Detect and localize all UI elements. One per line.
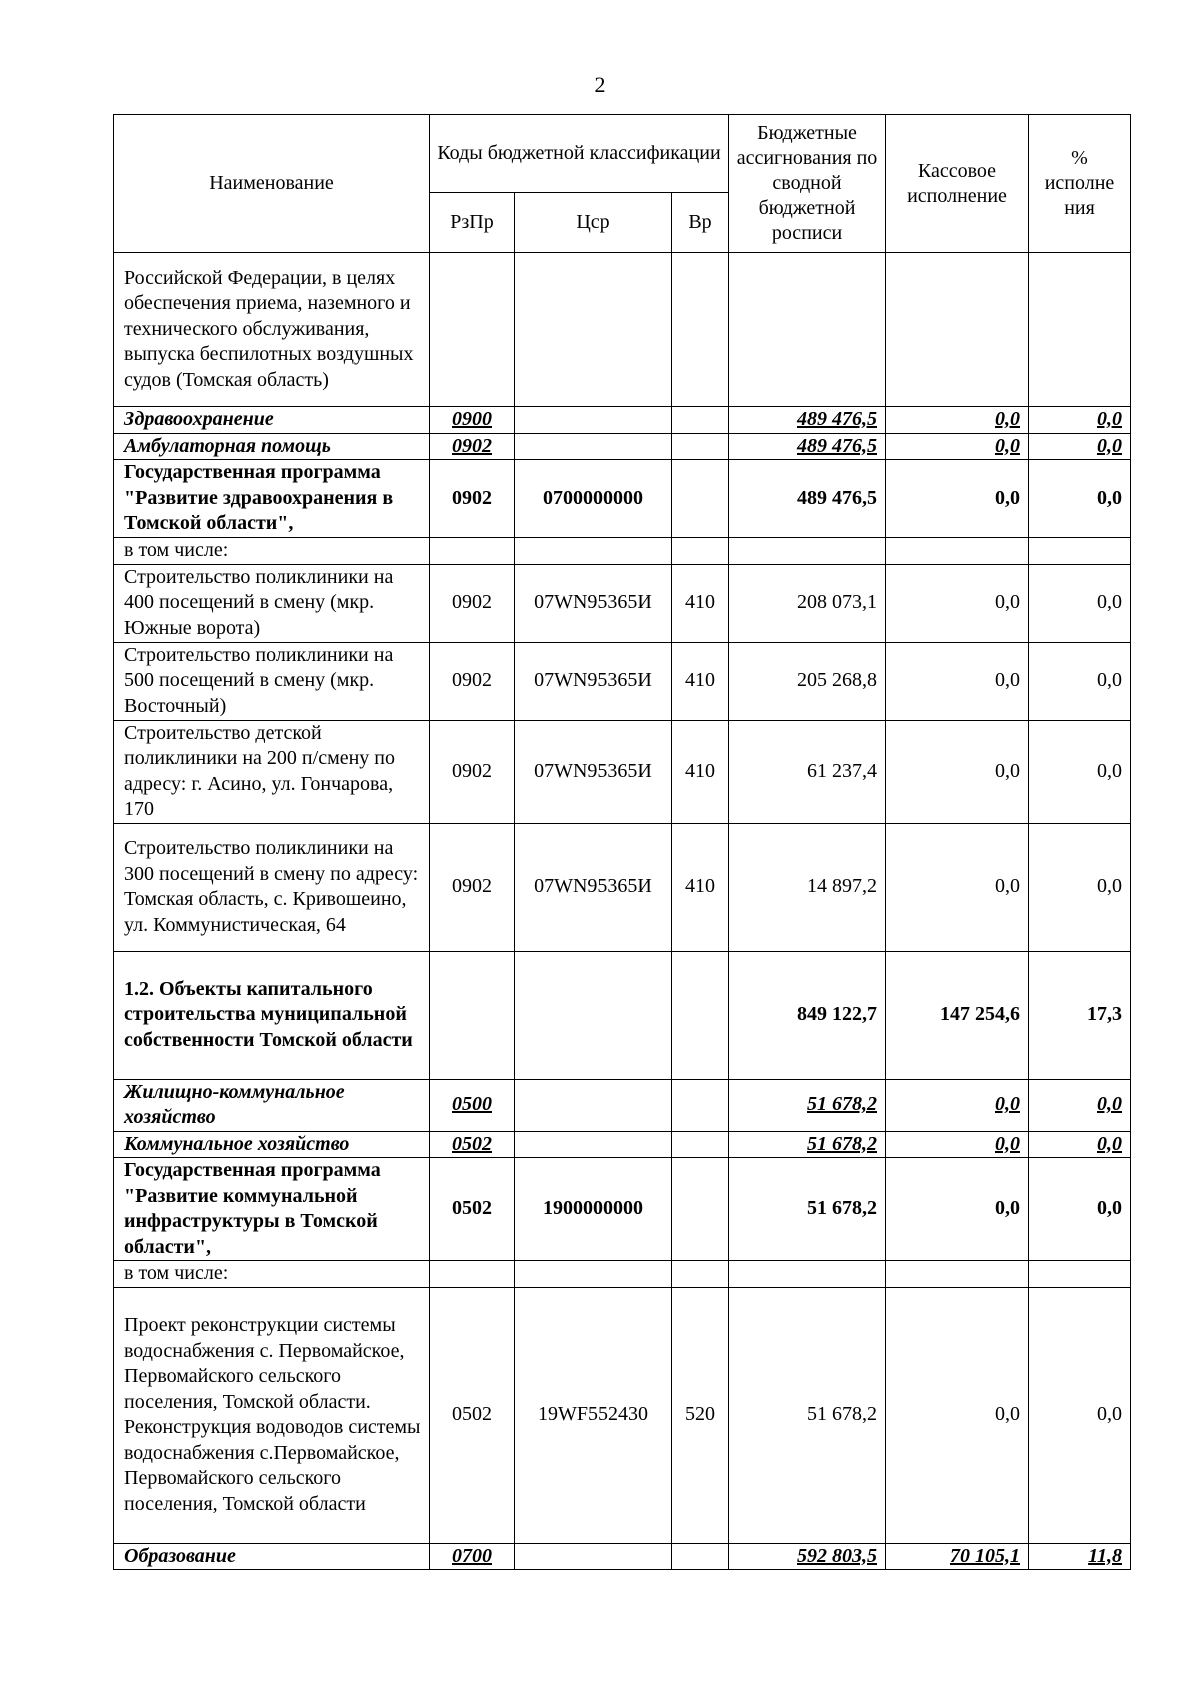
cell-name: Здравоохранение — [114, 407, 430, 434]
cell-name: Государственная программа "Развитие коммунальной инфраструктуры в Томской области", — [114, 1158, 430, 1261]
cell-rzpr: 0900 — [430, 407, 515, 434]
table-row — [114, 642, 1131, 720]
table-row — [114, 1543, 1131, 1570]
cell-csr: 19WF552430 — [515, 1287, 672, 1543]
cell-pct: 11,8 — [1029, 1543, 1131, 1570]
cell-rzpr — [430, 253, 515, 407]
cell-pct: 0,0 — [1029, 1079, 1131, 1131]
cell-cash: 0,0 — [886, 1158, 1029, 1261]
cell-budget: 849 122,7 — [729, 951, 886, 1079]
cell-vr — [672, 1158, 729, 1261]
cell-budget: 51 678,2 — [729, 1079, 886, 1131]
cell-budget: 14 897,2 — [729, 823, 886, 951]
cell-rzpr — [430, 1261, 515, 1288]
cell-pct: 17,3 — [1029, 951, 1131, 1079]
header-budget: Бюджетные ассигнования по сводной бюджетной росписи — [729, 115, 886, 253]
cell-name: Проект реконструкции системы водоснабжения с. Первомайское, Первомайского сельского поселения, Томской области. Реконструкция водоводов системы водоснабжения с.Первомайское, Первомайского сельского поселения, Томской области — [114, 1287, 430, 1543]
cell-csr: 07WN95365И — [515, 564, 672, 642]
cell-name: Образование — [114, 1543, 430, 1570]
cell-rzpr: 0902 — [430, 642, 515, 720]
header-pct: % исполне ния — [1029, 115, 1131, 253]
cell-vr — [672, 253, 729, 407]
header-name: Наименование — [114, 115, 430, 253]
cell-budget: 489 476,5 — [729, 460, 886, 538]
header-rzpr: РзПр — [430, 193, 515, 253]
cell-pct: 0,0 — [1029, 433, 1131, 460]
cell-budget: 208 073,1 — [729, 564, 886, 642]
cell-vr: 410 — [672, 564, 729, 642]
cell-pct: 0,0 — [1029, 1287, 1131, 1543]
cell-pct — [1029, 1261, 1131, 1288]
cell-csr — [515, 1543, 672, 1570]
cell-vr — [672, 1079, 729, 1131]
cell-name: Коммунальное хозяйство — [114, 1131, 430, 1158]
cell-budget — [729, 1261, 886, 1288]
cell-vr — [672, 951, 729, 1079]
cell-name: Строительство поликлиники на 400 посещений в смену (мкр. Южные ворота) — [114, 564, 430, 642]
cell-cash: 0,0 — [886, 407, 1029, 434]
cell-csr — [515, 538, 672, 565]
cell-vr — [672, 1131, 729, 1158]
cell-budget — [729, 253, 886, 407]
cell-name: Амбулаторная помощь — [114, 433, 430, 460]
cell-csr — [515, 1131, 672, 1158]
cell-pct: 0,0 — [1029, 564, 1131, 642]
cell-rzpr: 0502 — [430, 1287, 515, 1543]
cell-rzpr: 0902 — [430, 460, 515, 538]
cell-pct: 0,0 — [1029, 1158, 1131, 1261]
cell-pct: 0,0 — [1029, 720, 1131, 823]
cell-csr — [515, 253, 672, 407]
cell-csr: 07WN95365И — [515, 642, 672, 720]
cell-cash: 0,0 — [886, 1287, 1029, 1543]
cell-cash: 0,0 — [886, 1079, 1029, 1131]
header-vr: Вр — [672, 193, 729, 253]
cell-budget: 592 803,5 — [729, 1543, 886, 1570]
cell-vr: 520 — [672, 1287, 729, 1543]
cell-vr — [672, 460, 729, 538]
header-cash: Кассовое исполнение — [886, 115, 1029, 253]
table-row — [114, 253, 1131, 407]
cell-csr — [515, 433, 672, 460]
cell-pct — [1029, 253, 1131, 407]
cell-budget: 205 268,8 — [729, 642, 886, 720]
cell-csr — [515, 1079, 672, 1131]
cell-cash: 0,0 — [886, 642, 1029, 720]
cell-budget: 61 237,4 — [729, 720, 886, 823]
cell-budget: 489 476,5 — [729, 407, 886, 434]
cell-csr — [515, 951, 672, 1079]
table-row — [114, 460, 1131, 538]
cell-rzpr: 0902 — [430, 720, 515, 823]
cell-cash: 70 105,1 — [886, 1543, 1029, 1570]
cell-csr: 07WN95365И — [515, 823, 672, 951]
header-codes: Коды бюджетной классификации — [430, 115, 729, 193]
table-row — [114, 720, 1131, 823]
cell-name: в том числе: — [114, 1261, 430, 1288]
header-csr: Цср — [515, 193, 672, 253]
cell-cash: 0,0 — [886, 720, 1029, 823]
cell-rzpr: 0500 — [430, 1079, 515, 1131]
table-row — [114, 1131, 1131, 1158]
cell-rzpr — [430, 951, 515, 1079]
cell-cash: 0,0 — [886, 823, 1029, 951]
cell-csr — [515, 1261, 672, 1288]
cell-vr — [672, 1261, 729, 1288]
cell-pct: 0,0 — [1029, 460, 1131, 538]
table-row — [114, 564, 1131, 642]
cell-vr: 410 — [672, 642, 729, 720]
cell-csr: 07WN95365И — [515, 720, 672, 823]
cell-cash: 0,0 — [886, 564, 1029, 642]
cell-name: Строительство поликлиники на 500 посещений в смену (мкр. Восточный) — [114, 642, 430, 720]
budget-table — [113, 114, 1131, 1570]
table-row — [114, 407, 1131, 434]
table-row — [114, 1261, 1131, 1288]
cell-vr — [672, 433, 729, 460]
cell-vr: 410 — [672, 823, 729, 951]
cell-name: Государственная программа "Развитие здравоохранения в Томской области", — [114, 460, 430, 538]
table-row — [114, 538, 1131, 565]
table-row — [114, 823, 1131, 951]
cell-rzpr: 0902 — [430, 823, 515, 951]
cell-name: Строительство детской поликлиники на 200 п/смену по адресу: г. Асино, ул. Гончарова, 170 — [114, 720, 430, 823]
cell-budget: 51 678,2 — [729, 1158, 886, 1261]
cell-cash: 0,0 — [886, 1131, 1029, 1158]
table-row — [114, 433, 1131, 460]
cell-name: Российской Федерации, в целях обеспечения приема, наземного и технического обслуживания, выпуска беспилотных воздушных судов (Томская область) — [114, 253, 430, 407]
cell-vr — [672, 538, 729, 565]
table-row — [114, 951, 1131, 1079]
cell-csr — [515, 407, 672, 434]
cell-cash: 0,0 — [886, 433, 1029, 460]
cell-name: Жилищно-коммунальное хозяйство — [114, 1079, 430, 1131]
table-row — [114, 1287, 1131, 1543]
cell-rzpr: 0502 — [430, 1131, 515, 1158]
cell-cash: 147 254,6 — [886, 951, 1029, 1079]
cell-vr: 410 — [672, 720, 729, 823]
cell-pct — [1029, 538, 1131, 565]
cell-vr — [672, 407, 729, 434]
cell-csr: 0700000000 — [515, 460, 672, 538]
cell-rzpr: 0902 — [430, 433, 515, 460]
table-row — [114, 1158, 1131, 1261]
cell-csr: 1900000000 — [515, 1158, 672, 1261]
cell-budget: 51 678,2 — [729, 1131, 886, 1158]
cell-rzpr — [430, 538, 515, 565]
cell-cash: 0,0 — [886, 460, 1029, 538]
cell-cash — [886, 253, 1029, 407]
cell-vr — [672, 1543, 729, 1570]
cell-name: 1.2. Объекты капитального строительства муниципальной собственности Томской области — [114, 951, 430, 1079]
cell-budget: 51 678,2 — [729, 1287, 886, 1543]
cell-rzpr: 0902 — [430, 564, 515, 642]
cell-rzpr: 0700 — [430, 1543, 515, 1570]
cell-budget: 489 476,5 — [729, 433, 886, 460]
cell-pct: 0,0 — [1029, 1131, 1131, 1158]
page-number: 2 — [594, 72, 606, 97]
cell-pct: 0,0 — [1029, 823, 1131, 951]
cell-name: Строительство поликлиники на 300 посещений в смену по адресу: Томская область, с. Кривошеино, ул. Коммунистическая, 64 — [114, 823, 430, 951]
cell-budget — [729, 538, 886, 565]
cell-rzpr: 0502 — [430, 1158, 515, 1261]
cell-cash — [886, 1261, 1029, 1288]
cell-pct: 0,0 — [1029, 642, 1131, 720]
cell-cash — [886, 538, 1029, 565]
cell-name: в том числе: — [114, 538, 430, 565]
table-row — [114, 1079, 1131, 1131]
cell-pct: 0,0 — [1029, 407, 1131, 434]
